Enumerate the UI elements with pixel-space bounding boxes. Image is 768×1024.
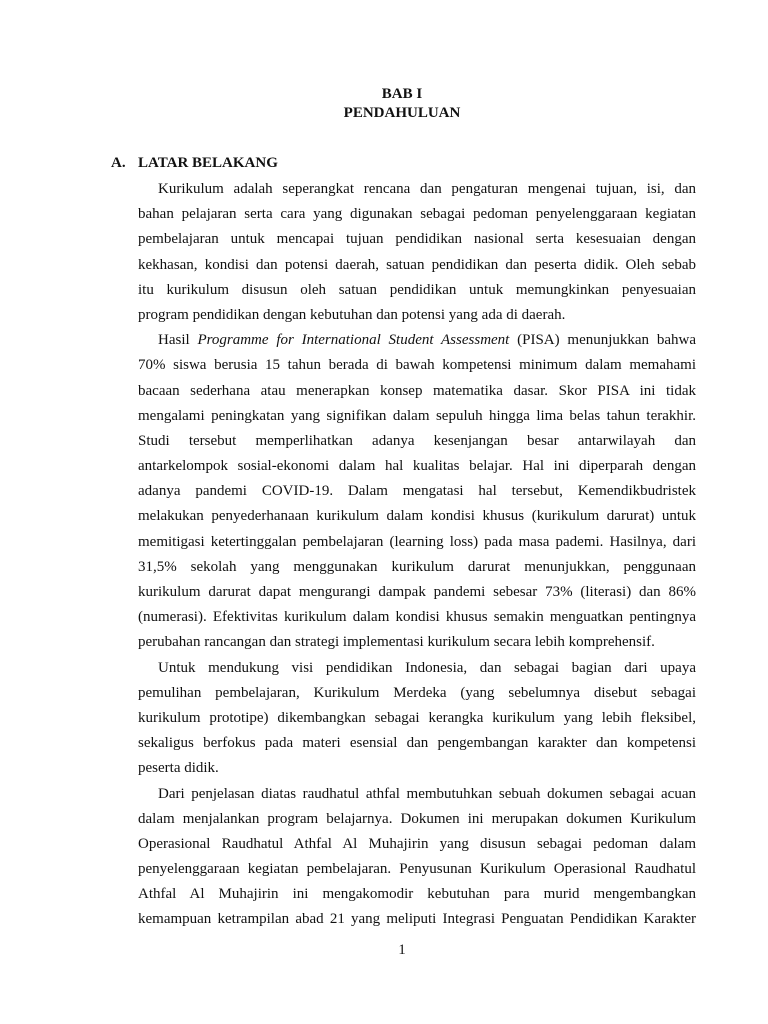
text-line: Studi tersebut memperlihatkan adanya kesenjangan besar antarwilayah dan	[138, 432, 696, 449]
text-line: mengalami peningkatan yang signifikan dalam sepuluh hingga lima belas tahun terakhir.	[138, 407, 696, 424]
section-heading	[111, 154, 278, 173]
text-line: program pendidikan dengan kebutuhan dan potensi yang ada di daerah.	[138, 306, 566, 323]
text-line: Kurikulum adalah seperangkat rencana dan pengaturan mengenai tujuan, isi, dan	[158, 181, 696, 197]
text-line: perubahan rancangan dan strategi implementasi kurikulum secara lebih komprehensif.	[138, 634, 655, 651]
text-line: peserta didik.	[138, 760, 219, 777]
body-text	[138, 177, 696, 933]
text-line: Operasional Raudhatul Athfal Al Muhajirin yang disusun sebagai pedoman dalam	[138, 835, 696, 852]
text-line: melakukan penyederhanaan kurikulum dalam kondisi khusus (kurikulum darurat) untuk	[138, 508, 696, 525]
text-line: Dari penjelasan diatas raudhatul athfal membutuhkan sebuah dokumen sebagai acuan	[158, 785, 696, 802]
text-line: (numerasi). Efektivitas kurikulum dalam kondisi khusus semakin menguatkan pentingnya	[138, 609, 696, 626]
text-line: pemulihan pembelajaran, Kurikulum Merdeka (yang sebelumnya disebut sebagai	[138, 684, 696, 701]
text-line: kurikulum prototipe) dikembangkan sebagai kerangka kurikulum yang lebih fleksibel,	[138, 709, 696, 726]
text-line: dalam menjalankan program belajarnya. Dokumen ini merupakan dokumen Kurikulum	[138, 810, 696, 827]
section-letter: A.	[111, 155, 126, 171]
chapter-number: BAB I	[381, 86, 423, 102]
text-line: kurikulum darurat dapat mengurangi dampak pandemi sebesar 73% (literasi) dan 86%	[138, 584, 696, 600]
text-line: kekhasan, kondisi dan potensi daerah, satuan pendidikan dan peserta didik. Oleh sebab	[138, 256, 696, 273]
text-line: Athfal Al Muhajirin ini mengakomodir kebutuhan para murid mengembangkan	[138, 886, 696, 903]
section-title: LATAR BELAKANG	[138, 155, 278, 171]
text-run: (PISA) menunjukkan bahwa	[509, 332, 696, 349]
paragraph-3	[138, 656, 696, 782]
text-line: bacaan sederhana atau menerapkan konsep matematika dasar. Skor PISA ini tidak	[138, 382, 696, 399]
paragraph-4	[138, 782, 696, 933]
chapter-title: PENDAHULUAN	[343, 105, 461, 121]
text-line: antarkelompok sosial-ekonomi dalam hal kualitas belajar. Hal ini diperparah dengan	[138, 458, 696, 475]
text-line: 31,5% sekolah yang menggunakan kurikulum darurat menunjukkan, penggunaan	[138, 558, 696, 575]
text-line: 70% siswa berusia 15 tahun berada di bawah kompetensi minimum dalam memahami	[138, 357, 696, 374]
text-line: adanya pandemi COVID-19. Dalam mengatasi hal tersebut, Kemendikbudristek	[138, 483, 696, 500]
text-run: Hasil	[158, 332, 198, 349]
paragraph-1	[138, 177, 696, 328]
paragraph-2	[138, 328, 696, 655]
text-line: penyelenggaraan kegiatan pembelajaran. Penyusunan Kurikulum Operasional Raudhatul	[138, 861, 696, 878]
text-line: sekaligus berfokus pada materi esensial dan pengembangan karakter dan kompetensi	[138, 735, 696, 752]
text-line: kemampuan ketrampilan abad 21 yang meliputi Integrasi Penguatan Pendidikan Karakter	[138, 911, 696, 928]
text-line: bahan pelajaran serta cara yang digunakan sebagai pedoman penyelenggaraan kegiatan	[138, 206, 696, 223]
text-line: Untuk mendukung visi pendidikan Indonesia, dan sebagai bagian dari upaya	[158, 659, 696, 676]
text-line: pembelajaran untuk mencapai tujuan pendidikan nasional serta kesesuaian dengan	[138, 231, 696, 248]
page-number: 1	[398, 942, 406, 958]
text-line: memitigasi ketertinggalan pembelajaran (learning loss) pada masa pademi. Hasilnya, dari	[138, 533, 696, 550]
text-line: itu kurikulum disusun oleh satuan pendidikan untuk memungkinkan penyesuaian	[138, 281, 696, 298]
italic-term: Programme for International Student Assessment	[197, 332, 510, 349]
text-line-with-italic	[138, 328, 696, 353]
